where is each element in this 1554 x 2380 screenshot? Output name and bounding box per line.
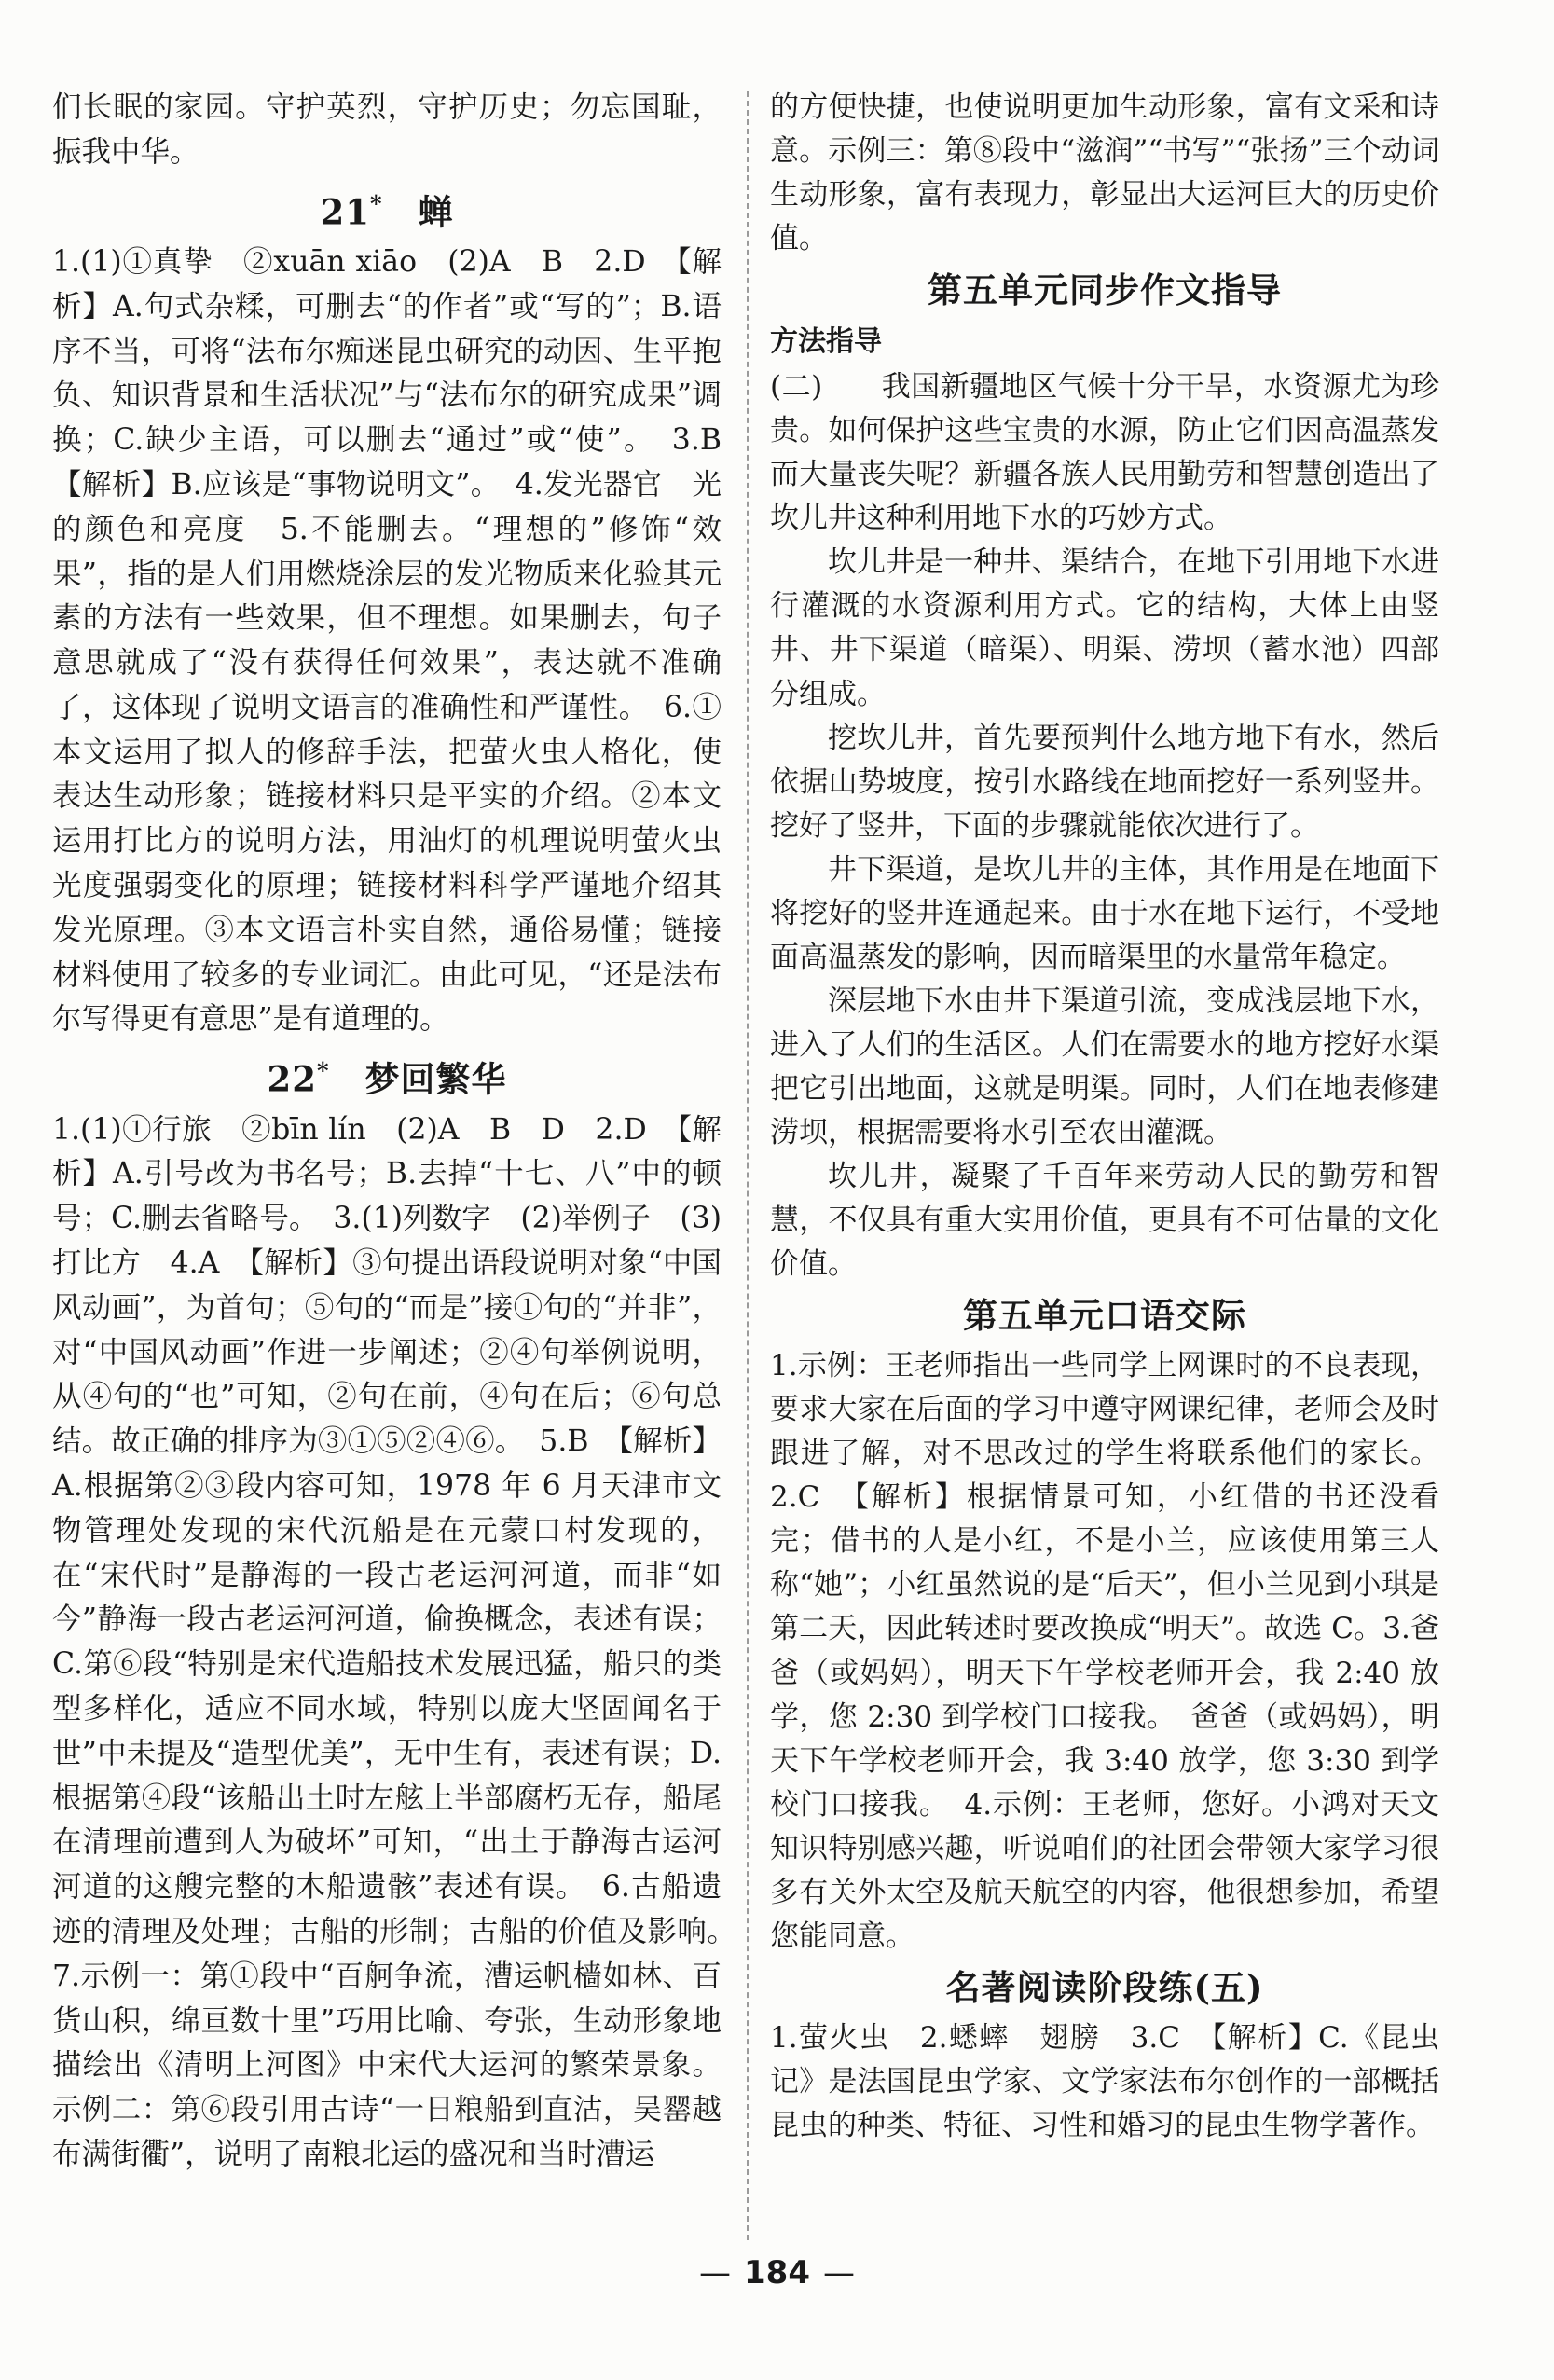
composition-paragraph: 坎儿井，凝聚了千百年来劳动人民的勤劳和智慧，不仅具有重大实用价值，更具有不可估量的文化价值。 [770,1160,1439,1282]
section-21-heading [52,175,722,241]
intro-paragraph: 们长眠的家园。守护英烈，守护历史；勿忘国耻，振我中华。 [52,90,722,169]
composition-paragraph: (二) 我国新疆地区气候十分干旱，水资源尤为珍贵。如何保护这些宝贵的水源，防止它们因高温蒸发而大量丧失呢？新疆各族人民用勤劳和智慧创造出了坎儿井这种利用地下水的巧妙方式。 [770,370,1439,536]
oral-communication-answers: 1.示例：王老师指出一些同学上网课时的不良表现，要求大家在后面的学习中遵守网课纪律，老师会及时跟进了解，对不思改过的学生将联系他们的家长。2.C 【解析】根据情景可知，小红借的书还没看完；借书的人是小红，不是小兰，应该使用第三人称“她”；小红虽然说的是“后天”，但小兰见到小琪是第二天，因此转述时要改换成“明天”。故选 C。3.爸爸（或妈妈），明天下午学校老师开会，我 2:40 放学，您 2:30 到学校门口接我。 爸爸（或妈妈），明天下午学校老师开会，我 3:40 放学，您 3:30 到学校门口接我。 4.示例：王老师，您好。小鸿对天文知识特别感兴趣，听说咱们的社团会带领大家学习很多有关外太空及航天航空的内容，他很想参加，希望您能同意。 [770,1349,1439,1953]
section-21-answers: 1.(1)①真挚 ②xuān xiāo (2)A B 2.D 【解析】A.句式杂糅，可删去“的作者”或“写的”；B.语序不当，可将“法布尔痴迷昆虫研究的动因、生平抱负、知识背景和生活状况”与“法布尔的研究成果”调换；C.缺少主语，可以删去“通过”或“使”。 3.B 【解析】B.应该是“事物说明文”。 4.发光器官 光的颜色和亮度 5.不能删去。“理想的”修饰“效果”，指的是人们用燃烧涂层的发光物质来化验其元素的方法有一些效果，但不理想。如果删去，句子意思就成了“没有获得任何效果”，表达就不准确了，这体现了说明文语言的准确性和严谨性。 6.①本文运用了拟人的修辞手法，把萤火虫人格化，使表达生动形象；链接材料只是平实的介绍。②本文运用打比方的说明方法，用油灯的机理说明萤火虫光度强弱变化的原理；链接材料科学严谨地介绍其发光原理。③本文语言朴实自然，通俗易懂；链接材料使用了较多的专业词汇。由此可见，“还是法布尔写得更有意思”是有道理的。 [52,244,751,1037]
section-21-mark: * [369,189,383,217]
page-number: 184 [744,2254,810,2291]
column-divider [747,91,749,2240]
section-22-mark: * [316,1057,330,1085]
page-footer [0,2254,1554,2291]
section-22-heading [52,1042,722,1107]
footer-dash-right: — [822,2254,855,2291]
section-22-number: 22 [267,1058,317,1100]
classics-reading-heading: 名著阅读阶段练(五) [945,1966,1264,2008]
composition-paragraph: 井下渠道，是坎儿井的主体，其作用是在地面下将挖好的竖井连通起来。由于水在地下运行，不受地面高温蒸发的影响，因而暗渠里的水量常年稳定。 [770,852,1439,974]
composition-paragraph: 深层地下水由井下渠道引流，变成浅层地下水，进入了人们的生活区。人们在需要水的地方挖好水渠把它引出地面，这就是明渠。同时，人们在地表修建涝坝，根据需要将水引至农田灌溉。 [770,984,1439,1149]
section-21-title: 蝉 [418,190,454,232]
composition-heading: 第五单元同步作文指导 [928,269,1282,311]
composition-paragraph: 坎儿井是一种井、渠结合，在地下引用地下水进行灌溉的水资源利用方式。它的结构，大体上由竖井、井下渠道（暗渠）、明渠、涝坝（蓄水池）四部分组成。 [770,545,1439,711]
section-22-answers: 1.(1)①行旅 ②bīn lín (2)A B D 2.D 【解析】A.引号改为书名号；B.去掉“十七、八”中的顿号；C.删去省略号。 3.(1)列数字 (2)举例子 (3)打比方 4.A 【解析】③句提出语段说明对象“中国风动画”，为首句；⑤句的“而是”接①句的“并非”，对“中国风动画”作进一步阐述；②④句举例说明，从④句的“也”可知，②句在前，④句在后；⑥句总结。故正确的排序为③①⑤②④⑥。 5.B 【解析】A.根据第②③段内容可知，1978 年 6 月天津市文物管理处发现的宋代沉船是在元蒙口村发现的，在“宋代时”是静海的一段古老运河河道，而非“如今”静海一段古老运河河道，偷换概念，表述有误；C.第⑥段“特别是宋代造船技术发展迅猛，船只的类型多样化，适应不同水域，特别以庞大坚固闻名于世”中未提及“造型优美”，无中生有，表述有误；D.根据第④段“该船出土时左舷上半部腐朽无存，船尾在清理前遭到人为破坏”可知，“出土于静海古运河河道的这艘完整的木船遗骸”表述有误。 6.古船遗迹的清理及处理；古船的形制；古船的价值及影响。 7.示例一：第①段中“百舸争流，漕运帆樯如林、百货山积，绵亘数十里”巧用比喻、夸张，生动形象地描绘出《清明上河图》中宋代大运河的繁荣景象。示例二：第⑥段引用古诗“一日粮船到直沽，吴罂越布满街衢”，说明了南粮北运的盛况和当时漕运 [52,1112,751,2171]
right-column [770,86,1439,2148]
method-guide-label: 方法指导 [770,325,882,359]
continuation-paragraph: 的方便快捷，也使说明更加生动形象，富有文采和诗意。示例三：第⑧段中“滋润”“书写”“张扬”三个动词生动形象，富有表现力，彰显出大运河巨大的历史价值。 [770,90,1439,256]
footer-dash-left: — [699,2254,731,2291]
classics-reading-answers: 1.萤火虫 2.蟋蟀 翅膀 3.C 【解析】C.《昆虫记》是法国昆虫学家、文学家法布尔创作的一部概括昆虫的种类、特征、习性和婚习的昆虫生物学著作。 [770,2020,1439,2142]
composition-paragraph: 挖坎儿井，首先要预判什么地方地下有水，然后依据山势坡度，按引水路线在地面挖好一系列竖井。挖好了竖井，下面的步骤就能依次进行了。 [770,721,1439,843]
left-column [52,86,751,2178]
section-21-number: 21 [320,190,370,232]
oral-communication-heading: 第五单元口语交际 [963,1295,1246,1337]
section-22-title: 梦回繁华 [364,1058,507,1100]
